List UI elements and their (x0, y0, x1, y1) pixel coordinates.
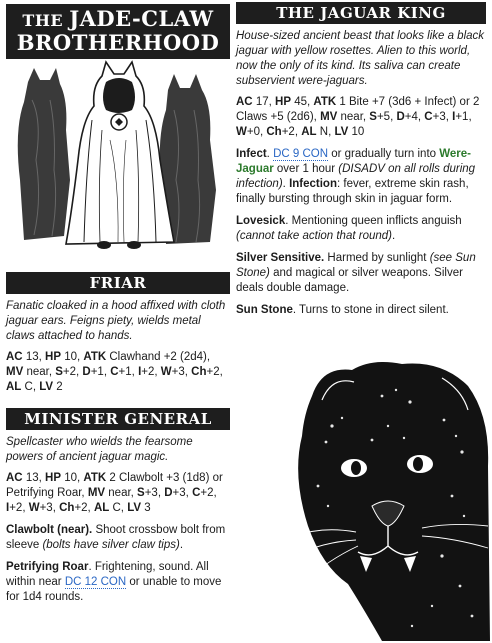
stat-label: C (192, 487, 201, 499)
petrifying-roar-ability (6, 560, 230, 605)
jaguar-heading: THE JAGUAR KING (236, 2, 486, 24)
left-column (6, 4, 230, 59)
title-prefix: THE (22, 11, 70, 30)
page-title (6, 4, 230, 59)
sun-stone-ability (236, 303, 486, 318)
ability-name: Infect (236, 148, 267, 160)
stat-value: +2, (206, 366, 223, 378)
stat-label: I (6, 502, 10, 514)
stat-label: S (55, 366, 63, 378)
friar-heading: FRIAR (6, 272, 230, 294)
ability-italic: (cannot take action that round) (236, 230, 392, 242)
ability-text: . (266, 148, 274, 160)
stat-label: D (164, 487, 173, 499)
stat-value: near, (23, 366, 56, 378)
stat-value: +0, (246, 126, 267, 138)
stat-value: +5, (376, 111, 397, 123)
stat-label: Ch (266, 126, 282, 138)
stat-label: ATK (83, 472, 107, 484)
stat-label: ATK (83, 351, 107, 363)
stat-label: HP (275, 96, 291, 108)
stat-value: +3, (172, 487, 193, 499)
stat-value: near, (105, 487, 138, 499)
title-line2: BROTHERHOOD (16, 30, 220, 55)
ability-italic: (bolts have silver claw tips) (42, 539, 180, 551)
stat-value: +2, (9, 502, 29, 514)
stat-label: MV (320, 111, 338, 123)
stat-label: D (396, 111, 405, 123)
stat-value: +2, (200, 487, 217, 499)
stat-label: C (424, 111, 433, 123)
ability-text: or unable to move for 1d4 rounds. (6, 576, 222, 603)
stat-value: 13, (22, 351, 46, 363)
stat-label: S (137, 487, 145, 499)
dc-check-link[interactable]: DC 9 CON (273, 148, 329, 160)
silver-sensitive-ability (236, 251, 486, 296)
stat-value: C, (21, 381, 40, 393)
stat-value: 10, (61, 472, 84, 484)
ability-text: Harmed by sunlight (324, 252, 430, 264)
friar-stats (6, 350, 230, 395)
stat-value: near, (337, 111, 370, 123)
stat-value: 1 Bite +7 (3d6 + Infect) or 2 Claws +5 (2d6), (236, 96, 480, 123)
dc-check-link[interactable]: DC 12 CON (64, 576, 127, 588)
right-column (236, 2, 486, 325)
stat-value: +1, (118, 366, 139, 378)
lovesick-ability (236, 214, 486, 244)
friar-description: Fanatic cloaked in a hood affixed with cloth jaguar ears. Feigns piety, wields metal claws attached to hands. (6, 300, 226, 342)
stat-label: HP (45, 472, 61, 484)
friar-figure (66, 62, 174, 249)
ability-italic: (see Sun Stone) (236, 252, 476, 279)
shadow-figure-left (18, 68, 70, 240)
clawbolt-ability (6, 523, 230, 553)
were-jaguar-term: Were-Jaguar (236, 148, 471, 175)
stat-value: 10, (61, 351, 84, 363)
stat-label: LV (39, 381, 54, 393)
ability-name: Silver Sensitive. (236, 252, 325, 264)
stat-label: AC (6, 472, 23, 484)
minister-stats (6, 471, 230, 516)
stat-value: +2, (281, 126, 302, 138)
stat-label: Ch (191, 366, 207, 378)
stat-label: HP (45, 351, 61, 363)
ability-text: . Turns to stone in direct silent. (292, 304, 449, 316)
jaguar-stats (236, 95, 486, 140)
infect-ability (236, 147, 486, 207)
stat-value: +2, (62, 366, 83, 378)
ability-italic: (DISADV on all rolls during infection) (236, 163, 476, 190)
stat-value: +1, (90, 366, 111, 378)
stat-label: W (28, 502, 40, 514)
stat-value: 2 (53, 381, 63, 393)
stat-value: +1, (455, 111, 472, 123)
stat-value: 2 Clawbolt +3 (1d8) or Petrifying Roar, (6, 472, 223, 499)
friar-illustration (6, 60, 230, 256)
stat-label: AC (236, 96, 253, 108)
stat-value: +2, (74, 502, 94, 514)
ability-name: Infection (289, 178, 337, 190)
ability-text: over 1 hour (273, 163, 339, 175)
ability-name: Lovesick (236, 215, 286, 227)
minister-section (6, 408, 230, 612)
ability-text: . (282, 178, 290, 190)
ability-name: Clawbolt (near). (6, 524, 93, 536)
stat-label: C (110, 366, 119, 378)
friar-section (6, 272, 230, 402)
stat-value: +3, (144, 487, 165, 499)
stat-label: LV (334, 126, 349, 138)
stat-value: +4, (404, 111, 425, 123)
stat-label: AC (6, 351, 23, 363)
ability-end: . (179, 539, 184, 551)
ability-name: Sun Stone (236, 304, 293, 316)
stat-value: 13, (22, 472, 46, 484)
stat-value: N, (316, 126, 335, 138)
stat-label: ATK (313, 96, 337, 108)
stat-value: +2, (141, 366, 161, 378)
title-line1: JADE-CLAW (69, 6, 214, 31)
stat-label: S (369, 111, 377, 123)
jaguar-head-illustration (292, 356, 490, 641)
ability-text: . Frightening, sound. All within near (6, 561, 209, 588)
stat-label: I (452, 111, 456, 123)
stat-label: MV (6, 366, 24, 378)
ability-end: . (392, 230, 396, 242)
stat-label: AL (6, 381, 22, 393)
stat-value: +3, (39, 502, 60, 514)
stat-label: D (82, 366, 91, 378)
stat-label: I (138, 366, 142, 378)
ability-name: Petrifying Roar (6, 561, 89, 573)
stat-label: W (160, 366, 172, 378)
jaguar-description: House-sized ancient beast that looks like a black jaguar with yellow rosettes. Alien to this world, now the only of its kind. Its saliva can create subservient were-jaguars. (236, 30, 485, 87)
stat-value: 45, (291, 96, 314, 108)
stat-value: +3, (432, 111, 453, 123)
ability-text: or gradually turn into (328, 148, 440, 160)
stat-label: W (236, 126, 247, 138)
minister-heading: MINISTER GENERAL (6, 408, 230, 430)
stat-value: 17, (252, 96, 276, 108)
stat-label: AL (93, 502, 110, 514)
ability-text: and magical or silver weapons. Silver deals double damage. (236, 267, 463, 294)
stat-label: MV (87, 487, 106, 499)
stat-label: LV (127, 502, 142, 514)
stat-label: Ch (59, 502, 75, 514)
ability-text: Shoot crossbow bolt from sleeve (6, 524, 226, 551)
ability-text: : fever, extreme skin rash, finally bursting through skin in jaguar form. (236, 178, 469, 205)
minister-description: Spellcaster who wields the fearsome powers of ancient jaguar magic. (6, 436, 193, 463)
stat-value: +3, (171, 366, 192, 378)
ability-text: . Mentioning queen inflicts anguish (285, 215, 462, 227)
stat-label: AL (301, 126, 317, 138)
stat-value: C, (109, 502, 128, 514)
stat-value: Clawhand +2 (2d4), (106, 351, 211, 363)
stat-value: 10 (348, 126, 365, 138)
stat-value: 3 (141, 502, 151, 514)
